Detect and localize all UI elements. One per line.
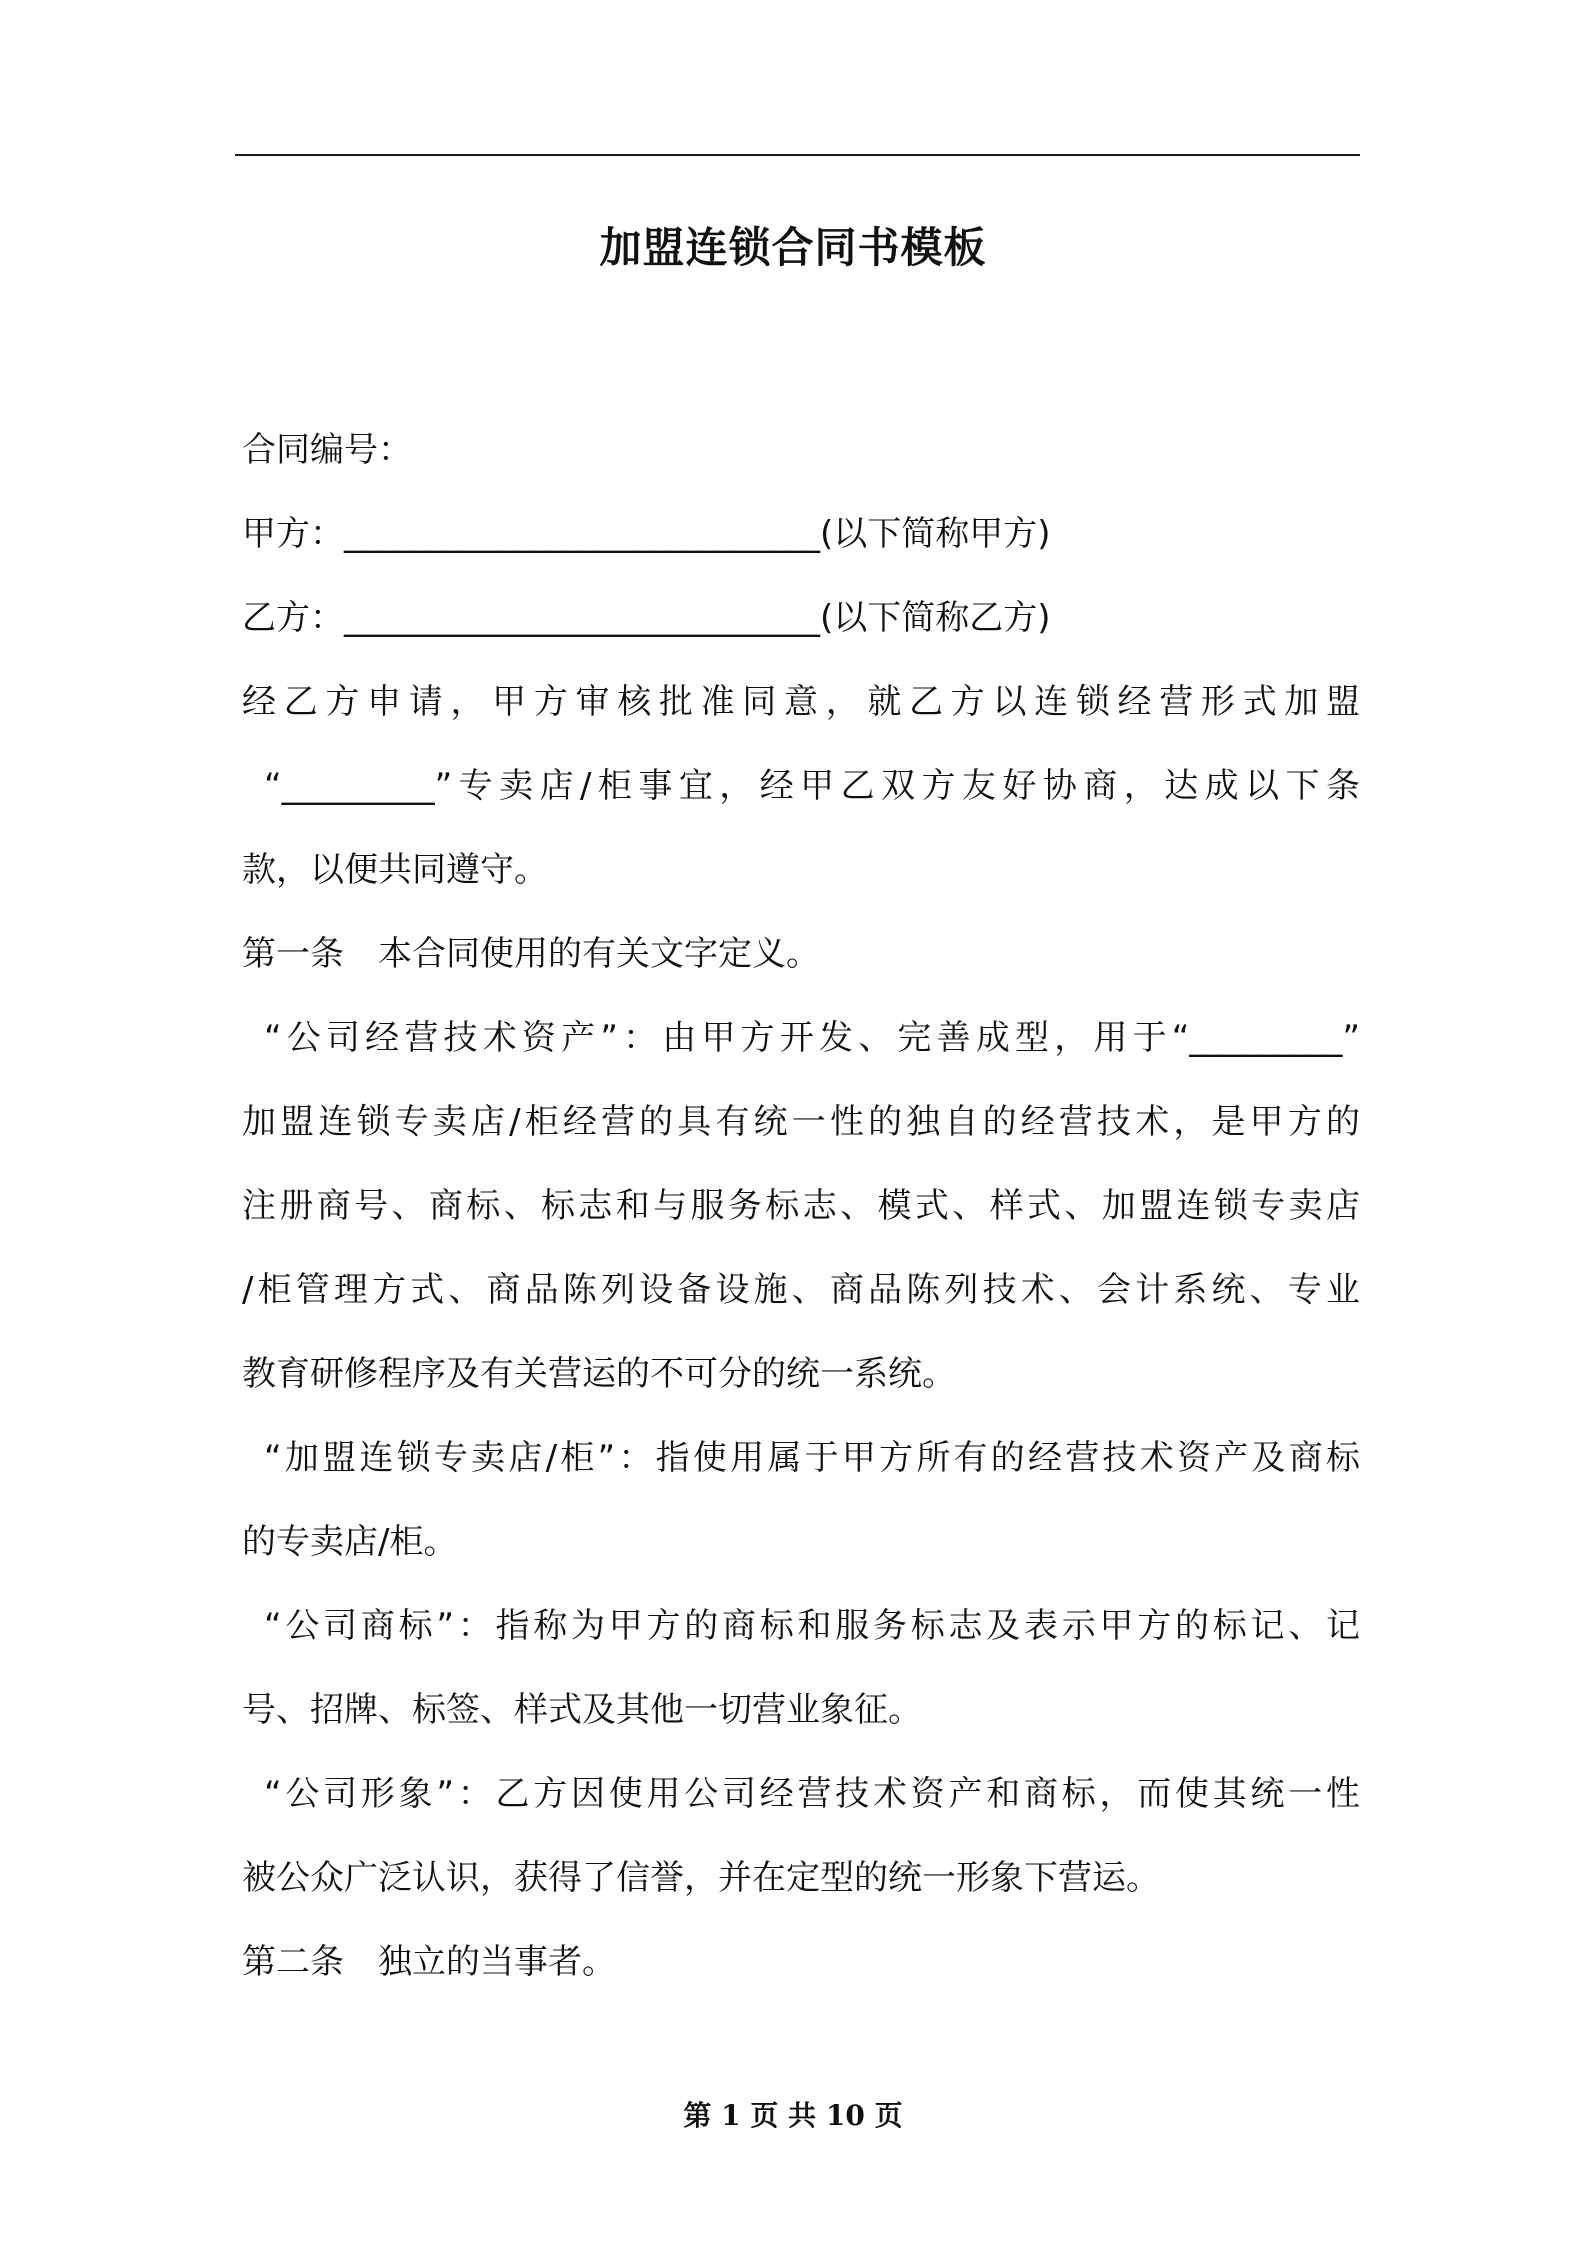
body-line: 经乙方申请，甲方审核批准同意，就乙方以连锁经营形式加盟: [242, 682, 1360, 722]
contract-number-line: 合同编号：: [242, 430, 412, 470]
body-line: 加盟连锁专卖店/柜经营的具有统一性的独自的经营技术，是甲方的: [242, 1102, 1360, 1142]
article-heading: 第二条 独立的当事者。: [242, 1942, 616, 1982]
page-number: 第 1 页 共 10 页: [683, 2099, 903, 2132]
body-line: “_________”专卖店/柜事宜，经甲乙双方友好协商，达成以下条: [264, 766, 1360, 806]
document-body: [242, 408, 1360, 2004]
article-heading: 第一条 本合同使用的有关文字定义。: [242, 934, 820, 974]
body-line: 的专卖店/柜。: [242, 1522, 458, 1562]
body-line: 注册商号、商标、标志和与服务标志、模式、样式、加盟连锁专卖店: [242, 1186, 1360, 1226]
party-b-line: 乙方：____________________________(以下简称乙方): [242, 598, 1051, 638]
body-line: 号、招牌、标签、样式及其他一切营业象征。: [242, 1690, 922, 1730]
body-line: “公司经营技术资产”：由甲方开发、完善成型，用于“_________”: [264, 1018, 1360, 1058]
body-line: 教育研修程序及有关营运的不可分的统一系统。: [242, 1354, 956, 1394]
header-rule: [235, 154, 1360, 156]
body-line: 被公众广泛认识，获得了信誉，并在定型的统一形象下营运。: [242, 1858, 1160, 1898]
document-title: 加盟连锁合同书模板: [599, 223, 987, 272]
body-line: /柜管理方式、商品陈列设备设施、商品陈列技术、会计系统、专业: [242, 1270, 1360, 1310]
party-a-line: 甲方：____________________________(以下简称甲方): [242, 514, 1051, 554]
body-line: 款，以便共同遵守。: [242, 850, 548, 890]
body-line: “公司形象”：乙方因使用公司经营技术资产和商标，而使其统一性: [264, 1774, 1360, 1814]
body-line: “公司商标”：指称为甲方的商标和服务标志及表示甲方的标记、记: [264, 1606, 1360, 1646]
body-line: “加盟连锁专卖店/柜”：指使用属于甲方所有的经营技术资产及商标: [264, 1438, 1360, 1478]
